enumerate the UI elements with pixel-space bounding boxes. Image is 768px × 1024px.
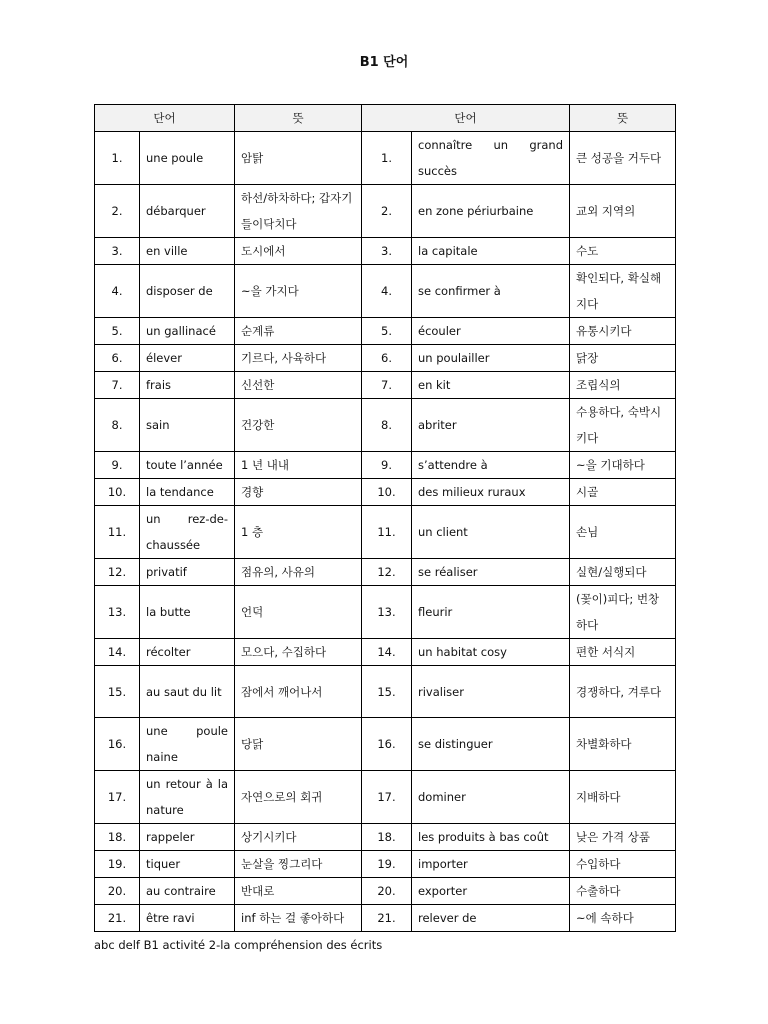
table-row — [95, 238, 676, 265]
row-number-left: 7. — [95, 372, 140, 399]
word-left: élever — [140, 345, 235, 372]
word-left: récolter — [140, 639, 235, 666]
word-right: les produits à bas coût — [412, 824, 570, 851]
word-right: un habitat cosy — [412, 639, 570, 666]
word-left: être ravi — [140, 905, 235, 932]
row-number-right: 1. — [362, 132, 412, 185]
word-right: dominer — [412, 771, 570, 824]
meaning-right: 지배하다 — [570, 771, 676, 824]
meaning-left: 반대로 — [235, 878, 362, 905]
header-word-left: 단어 — [95, 105, 235, 132]
meaning-left: 눈살을 찡그리다 — [235, 851, 362, 878]
row-number-right: 14. — [362, 639, 412, 666]
header-word-right: 단어 — [362, 105, 570, 132]
row-number-right: 5. — [362, 318, 412, 345]
word-right: se confirmer à — [412, 265, 570, 318]
word-right: importer — [412, 851, 570, 878]
word-left: une poule naine — [140, 718, 235, 771]
word-right: relever de — [412, 905, 570, 932]
meaning-left: 모으다, 수집하다 — [235, 639, 362, 666]
meaning-left: ~을 가지다 — [235, 265, 362, 318]
row-number-right: 11. — [362, 506, 412, 559]
meaning-right: 시골 — [570, 479, 676, 506]
table-row — [95, 878, 676, 905]
word-left: tiquer — [140, 851, 235, 878]
vocabulary-table — [94, 104, 676, 932]
word-left: au saut du lit — [140, 666, 235, 718]
word-left: un retour à la nature — [140, 771, 235, 824]
meaning-left: 1 년 내내 — [235, 452, 362, 479]
meaning-right: 수용하다, 숙박시키다 — [570, 399, 676, 452]
meaning-right: 큰 성공을 거두다 — [570, 132, 676, 185]
table-row — [95, 666, 676, 718]
row-number-right: 19. — [362, 851, 412, 878]
meaning-left: 도시에서 — [235, 238, 362, 265]
word-right: en zone périurbaine — [412, 185, 570, 238]
table-header-row — [95, 105, 676, 132]
word-left: en ville — [140, 238, 235, 265]
meaning-left: 1 층 — [235, 506, 362, 559]
word-right: exporter — [412, 878, 570, 905]
row-number-right: 9. — [362, 452, 412, 479]
meaning-left: 상기시키다 — [235, 824, 362, 851]
row-number-left: 2. — [95, 185, 140, 238]
row-number-left: 18. — [95, 824, 140, 851]
word-left: une poule — [140, 132, 235, 185]
table-row — [95, 639, 676, 666]
meaning-right: ~에 속하다 — [570, 905, 676, 932]
table-row — [95, 824, 676, 851]
row-number-left: 20. — [95, 878, 140, 905]
row-number-left: 5. — [95, 318, 140, 345]
table-row — [95, 718, 676, 771]
meaning-left: 순계류 — [235, 318, 362, 345]
meaning-left: 하선/하차하다; 갑자기 들이닥치다 — [235, 185, 362, 238]
word-right: écouler — [412, 318, 570, 345]
row-number-right: 15. — [362, 666, 412, 718]
meaning-left: 점유의, 사유의 — [235, 559, 362, 586]
row-number-left: 17. — [95, 771, 140, 824]
table-row — [95, 586, 676, 639]
row-number-left: 16. — [95, 718, 140, 771]
meaning-left: 자연으로의 회귀 — [235, 771, 362, 824]
row-number-left: 4. — [95, 265, 140, 318]
meaning-right: 차별화하다 — [570, 718, 676, 771]
meaning-left: 건강한 — [235, 399, 362, 452]
row-number-right: 10. — [362, 479, 412, 506]
footer-source-note: abc delf B1 activité 2-la compréhension des écrits — [94, 938, 383, 952]
word-right: la capitale — [412, 238, 570, 265]
word-left: au contraire — [140, 878, 235, 905]
row-number-right: 17. — [362, 771, 412, 824]
row-number-left: 21. — [95, 905, 140, 932]
table-row — [95, 559, 676, 586]
meaning-right: 닭장 — [570, 345, 676, 372]
row-number-left: 8. — [95, 399, 140, 452]
meaning-left: 당닭 — [235, 718, 362, 771]
row-number-left: 11. — [95, 506, 140, 559]
word-right: se réaliser — [412, 559, 570, 586]
meaning-right: 수출하다 — [570, 878, 676, 905]
word-right: connaître un grand succès — [412, 132, 570, 185]
word-left: privatif — [140, 559, 235, 586]
table-row — [95, 318, 676, 345]
word-left: la butte — [140, 586, 235, 639]
table-row — [95, 399, 676, 452]
word-left: un gallinacé — [140, 318, 235, 345]
word-right: des milieux ruraux — [412, 479, 570, 506]
row-number-right: 18. — [362, 824, 412, 851]
word-right: un client — [412, 506, 570, 559]
meaning-right: 편한 서식지 — [570, 639, 676, 666]
meaning-left: 기르다, 사육하다 — [235, 345, 362, 372]
row-number-right: 12. — [362, 559, 412, 586]
meaning-left: 언덕 — [235, 586, 362, 639]
row-number-right: 4. — [362, 265, 412, 318]
word-right: en kit — [412, 372, 570, 399]
meaning-right: 경쟁하다, 겨루다 — [570, 666, 676, 718]
meaning-right: 낮은 가격 상품 — [570, 824, 676, 851]
word-left: rappeler — [140, 824, 235, 851]
table-row — [95, 771, 676, 824]
header-meaning-right: 뜻 — [570, 105, 676, 132]
meaning-left: 잠에서 깨어나서 — [235, 666, 362, 718]
row-number-left: 3. — [95, 238, 140, 265]
table-row — [95, 851, 676, 878]
meaning-left: inf 하는 걸 좋아하다 — [235, 905, 362, 932]
row-number-left: 6. — [95, 345, 140, 372]
row-number-left: 19. — [95, 851, 140, 878]
row-number-left: 13. — [95, 586, 140, 639]
table-row — [95, 506, 676, 559]
meaning-right: 교외 지역의 — [570, 185, 676, 238]
row-number-right: 3. — [362, 238, 412, 265]
word-right: rivaliser — [412, 666, 570, 718]
meaning-right: ~을 기대하다 — [570, 452, 676, 479]
row-number-right: 6. — [362, 345, 412, 372]
word-left: la tendance — [140, 479, 235, 506]
row-number-left: 10. — [95, 479, 140, 506]
meaning-right: 확인되다, 확실해지다 — [570, 265, 676, 318]
meaning-right: 수도 — [570, 238, 676, 265]
row-number-right: 8. — [362, 399, 412, 452]
row-number-right: 2. — [362, 185, 412, 238]
row-number-left: 15. — [95, 666, 140, 718]
meaning-right: 실현/실행되다 — [570, 559, 676, 586]
word-right: abriter — [412, 399, 570, 452]
table-row — [95, 479, 676, 506]
row-number-right: 21. — [362, 905, 412, 932]
table-row — [95, 265, 676, 318]
word-right: se distinguer — [412, 718, 570, 771]
row-number-right: 7. — [362, 372, 412, 399]
row-number-left: 1. — [95, 132, 140, 185]
table-row — [95, 185, 676, 238]
page-title: B1 단어 — [359, 55, 409, 70]
header-meaning-left: 뜻 — [235, 105, 362, 132]
row-number-right: 16. — [362, 718, 412, 771]
table-body — [95, 132, 676, 932]
row-number-left: 9. — [95, 452, 140, 479]
table-row — [95, 345, 676, 372]
meaning-left: 신선한 — [235, 372, 362, 399]
word-left: débarquer — [140, 185, 235, 238]
meaning-left: 암탉 — [235, 132, 362, 185]
word-left: toute l’année — [140, 452, 235, 479]
row-number-left: 14. — [95, 639, 140, 666]
meaning-right: 손님 — [570, 506, 676, 559]
word-left: un rez-de-chaussée — [140, 506, 235, 559]
meaning-right: 유통시키다 — [570, 318, 676, 345]
table-row — [95, 905, 676, 932]
row-number-left: 12. — [95, 559, 140, 586]
word-left: sain — [140, 399, 235, 452]
word-left: disposer de — [140, 265, 235, 318]
meaning-right: 조립식의 — [570, 372, 676, 399]
meaning-right: (꽃이)피다; 번창하다 — [570, 586, 676, 639]
word-right: un poulailler — [412, 345, 570, 372]
word-left: frais — [140, 372, 235, 399]
table-row — [95, 372, 676, 399]
row-number-right: 20. — [362, 878, 412, 905]
word-right: fleurir — [412, 586, 570, 639]
row-number-right: 13. — [362, 586, 412, 639]
word-right: s’attendre à — [412, 452, 570, 479]
meaning-left: 경향 — [235, 479, 362, 506]
meaning-right: 수입하다 — [570, 851, 676, 878]
table-row — [95, 132, 676, 185]
table-row — [95, 452, 676, 479]
